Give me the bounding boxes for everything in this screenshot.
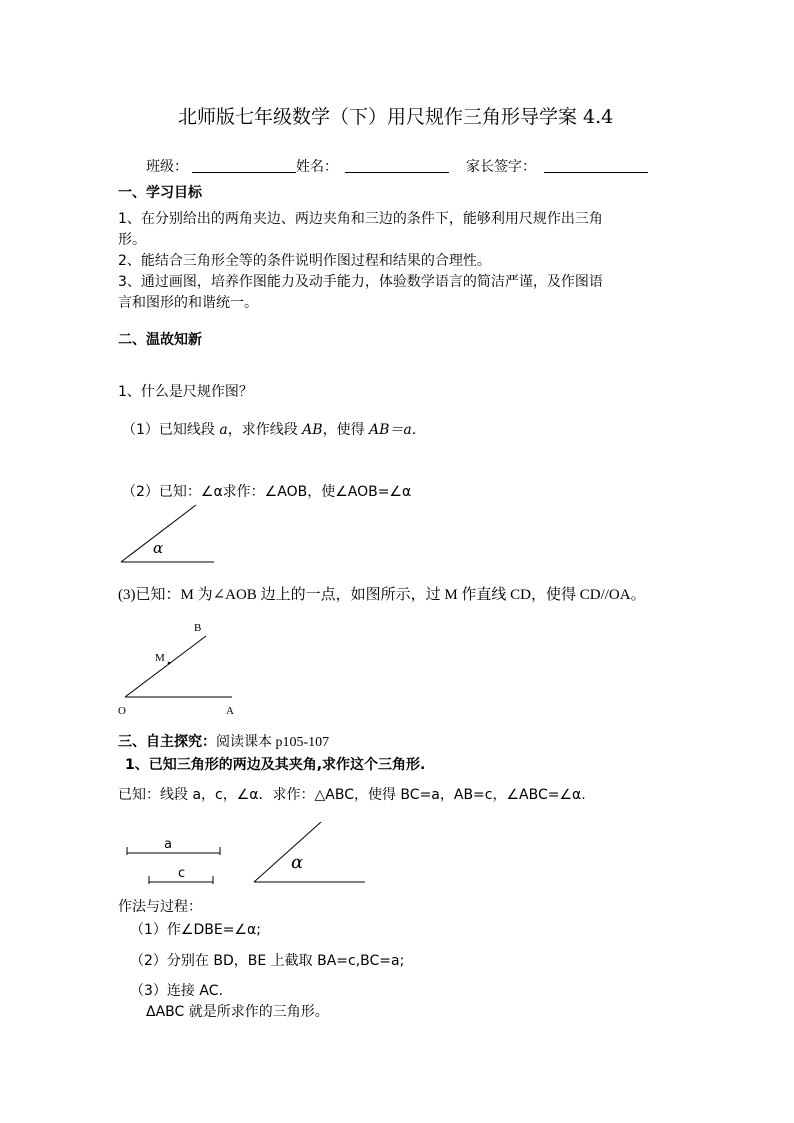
section3-heading: 三、自主探究：阅读课本 p105-107 — [118, 734, 330, 750]
name-label: 姓名： — [296, 159, 338, 175]
section3-question-1: 1、已知三角形的两边及其夹角,求作这个三角形. — [125, 757, 426, 773]
goal3-line2: 言和图形的和谐统一。 — [118, 295, 258, 311]
section1-heading: 一、学习目标 — [118, 185, 202, 201]
section2-heading: 二、温故知新 — [118, 332, 202, 348]
step-2: （2）分别在 BD，BE 上截取 BA=c,BC=a; — [130, 953, 405, 969]
label-m: M — [155, 652, 165, 664]
segment-c-label: c — [178, 866, 186, 881]
goal1-line1: 1、在分别给出的两角夹边、两边夹角和三边的条件下，能够利用尺规作出三角 — [118, 211, 603, 227]
goal3-line1: 3、通过画图，培养作图能力及动手能力，体验数学语言的简洁严谨，及作图语 — [118, 274, 603, 290]
question-1: 1、什么是尺规作图？ — [118, 384, 253, 400]
goal1-line2: 形。 — [118, 232, 146, 248]
goal2: 2、能结合三角形全等的条件说明作图过程和结果的合理性。 — [118, 253, 491, 269]
label-a: A — [226, 705, 234, 717]
label-b: B — [194, 622, 202, 634]
segment-a-label: a — [164, 837, 172, 852]
angle-alpha-label-2: α — [291, 852, 304, 873]
label-o: O — [118, 705, 126, 717]
question-1-2: （2）已知：∠α求作：∠AOB，使∠AOB=∠α — [122, 484, 412, 500]
parent-sign-label: 家长签字： — [466, 159, 536, 175]
question-1-3: (3)已知：M 为∠AOB 边上的一点，如图所示，过 M 作直线 CD，使得 CD//OA。 — [118, 587, 646, 603]
known-conditions: 已知：线段 a，c，∠α．求作：△ABC，使得 BC=a，AB=c，∠ABC=∠α. — [118, 787, 586, 803]
page-title: 北师版七年级数学（下）用尺规作三角形导学案 4.4 — [178, 106, 614, 128]
angle-alpha-label: α — [153, 539, 164, 557]
question-1-1: （1）已知线段 a，求作线段 AB，使得 AB＝a. — [122, 422, 417, 438]
step-3: （3）连接 AC. — [130, 983, 223, 999]
class-label: 班级： — [146, 159, 188, 175]
conclusion: ΔABC 就是所求作的三角形。 — [146, 1004, 329, 1020]
step-1: （1）作∠DBE=∠α; — [130, 922, 261, 938]
method-title: 作法与过程： — [118, 899, 202, 915]
